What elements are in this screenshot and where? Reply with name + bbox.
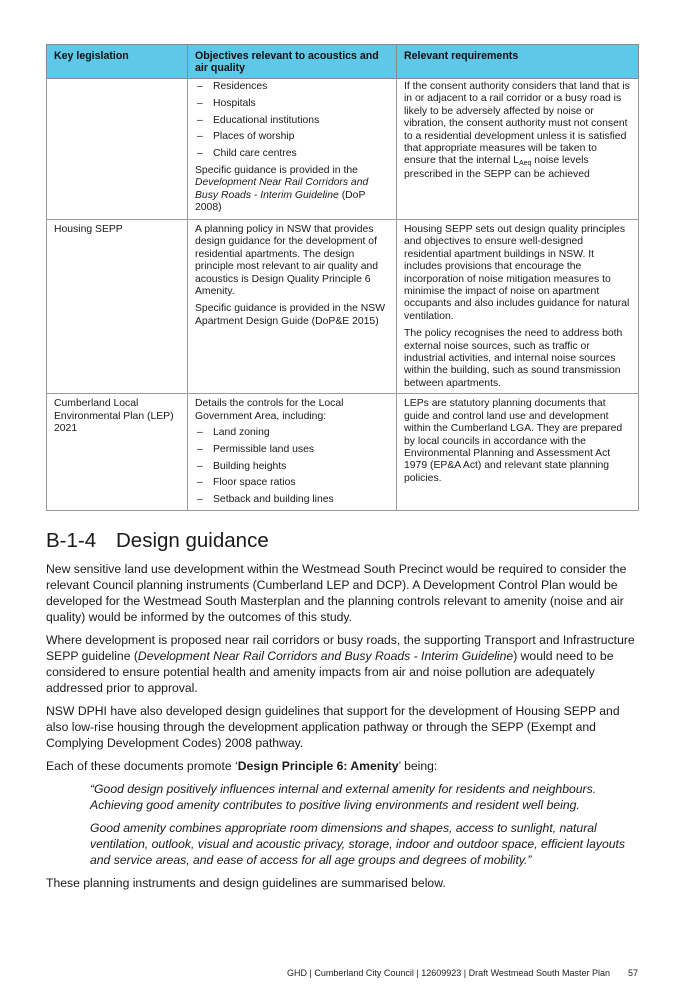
block-quote xyxy=(90,781,638,868)
section-title: Design guidance xyxy=(116,528,269,552)
paragraph-text-end: ) would need to be considered to ensure potential health and amenity impacts from air and noise pollution are adequately addressed prior to approval. xyxy=(46,648,614,695)
page-content xyxy=(46,44,638,898)
row2-objective-p2: Specific guidance is provided in the NSW Apartment Design Guide (DoP&E 2015) xyxy=(195,303,386,327)
list-item: – Hospitals xyxy=(195,98,389,110)
footer-text: GHD | Cumberland City Council | 12609923 | Draft Westmead South Master Plan xyxy=(286,968,610,978)
list-item: – Permissible land uses xyxy=(195,444,389,456)
row2-requirement-p1: Housing SEPP sets out design quality principles and objectives to ensure well-designed residential apartment buildings in NSW. It includes provisions that encourage the incorporation of noise mitigation measures to minimise the impact of noise on apartment occupants and also includes guidance for natural ventilation. xyxy=(404,224,630,322)
paragraph-text: Where development is proposed near rail corridors or busy roads, the supporting Transport and Infrastructure SEPP guideline ( xyxy=(46,632,635,663)
row2-requirement-p2: The policy recognises the need to address both external noise sources, such as traffic or industrial activities, and internal noise sources within the building, such as sound transmission between apartments. xyxy=(404,328,623,389)
section-body xyxy=(46,561,638,891)
list-item: – Land zoning xyxy=(195,427,389,439)
section-heading xyxy=(46,529,638,553)
list-item: – Educational institutions xyxy=(195,115,389,127)
row3-objective-list xyxy=(195,427,389,507)
header-requirements: Relevant requirements xyxy=(397,45,639,79)
row3-legislation: Cumberland Local Environmental Plan (LEP) 2021 xyxy=(47,394,188,510)
paragraph xyxy=(46,632,638,696)
row2-objectives xyxy=(188,220,397,394)
row1-requirement-text xyxy=(404,81,631,181)
list-item: – Setback and building lines xyxy=(195,494,389,506)
legislation-table xyxy=(46,44,639,511)
table-header-row xyxy=(47,45,639,79)
paragraph: NSW DPHI have also developed design guidelines that support for the development of Housing SEPP and also low-rise housing through the development application pathway or through the SEPP (Exempt and Complying Development Codes) 2008 pathway. xyxy=(46,703,620,750)
row1-objectives xyxy=(188,79,397,220)
row3-objectives xyxy=(188,394,397,510)
list-item: – Floor space ratios xyxy=(195,477,389,489)
guidance-title: Development Near Rail Corridors and Busy Roads - Interim Guideline xyxy=(195,177,369,201)
table-row xyxy=(47,79,639,220)
row3-requirements xyxy=(397,394,639,510)
list-item: – Places of worship xyxy=(195,131,389,143)
quote-paragraph: “Good design positively influences internal and external amenity for residents and neighbours. Achieving good amenity contributes to positive living environments and resident well being. xyxy=(90,781,597,812)
row2-legislation: Housing SEPP xyxy=(47,220,188,394)
page-footer xyxy=(0,968,638,978)
guideline-title: Development Near Rail Corridors and Busy Roads - Interim Guideline xyxy=(137,648,514,663)
paragraph-text-end: ’ being: xyxy=(398,758,438,773)
quote-paragraph: Good amenity combines appropriate room dimensions and shapes, access to sunlight, natural ventilation, outlook, visual and acoustic privacy, storage, indoor and outdoor space, efficient layouts and service areas, and ease of access for all age groups and degrees of mobility.” xyxy=(90,820,625,867)
row1-objective-guidance xyxy=(195,165,389,215)
table-row xyxy=(47,220,639,394)
list-item: – Residences xyxy=(195,81,389,93)
design-principle-label: Design Principle 6: Amenity xyxy=(237,758,399,773)
guidance-citation: (DoP 2008) xyxy=(195,189,366,214)
requirement-text: If the consent authority considers that land that is in or adjacent to a rail corridor or a busy road is likely to be adversely affected by noise or vibration, the consent authority must not consent to a residential development unless it is satisfied that appropriate measures will be taken to ensure that the internal L xyxy=(404,81,630,167)
page-number: 57 xyxy=(627,968,638,978)
header-key-legislation: Key legislation xyxy=(47,45,188,79)
list-item: – Building heights xyxy=(195,461,389,473)
row3-objective-intro: Details the controls for the Local Government Area, including: xyxy=(195,398,344,422)
row2-objective-p1: A planning policy in NSW that provides design guidance for the development of residential apartments. The design principle most relevant to air quality and acoustics is Design Quality Principle 6 Amenity. xyxy=(195,224,379,298)
table-row xyxy=(47,394,639,510)
guidance-text: Specific guidance is provided in the xyxy=(195,164,358,176)
row2-requirements xyxy=(397,220,639,394)
paragraph: New sensitive land use development within the Westmead South Precinct would be required to consider the relevant Council planning instruments (Cumberland LEP and DCP). A Development Control Plan would be developed for the Westmead South Masterplan and the planning controls relevant to amenity (noise and air quality) would be informed by the outcomes of this study. xyxy=(46,561,627,624)
laeq-subscript: Aeq xyxy=(518,160,532,168)
paragraph xyxy=(46,758,638,774)
section-number: B-1-4 xyxy=(46,528,97,552)
row1-requirements xyxy=(397,79,639,220)
row1-objective-list xyxy=(195,81,389,161)
header-objectives: Objectives relevant to acoustics and air quality xyxy=(188,45,397,79)
paragraph-text: Each of these documents promote ‘ xyxy=(46,758,238,773)
requirement-text-end: noise levels prescribed in the SEPP can be achieved xyxy=(404,155,590,180)
paragraph: These planning instruments and design guidelines are summarised below. xyxy=(46,875,446,890)
row3-requirement-text: LEPs are statutory planning documents that guide and control land use and development within the Cumberland LGA. They are prepared by local councils in accordance with the Environmental Planning and Assessment Act 1979 (EP&A Act) and relevant state planning policies. xyxy=(404,398,623,484)
list-item: – Child care centres xyxy=(195,148,389,160)
row1-legislation xyxy=(47,79,188,220)
